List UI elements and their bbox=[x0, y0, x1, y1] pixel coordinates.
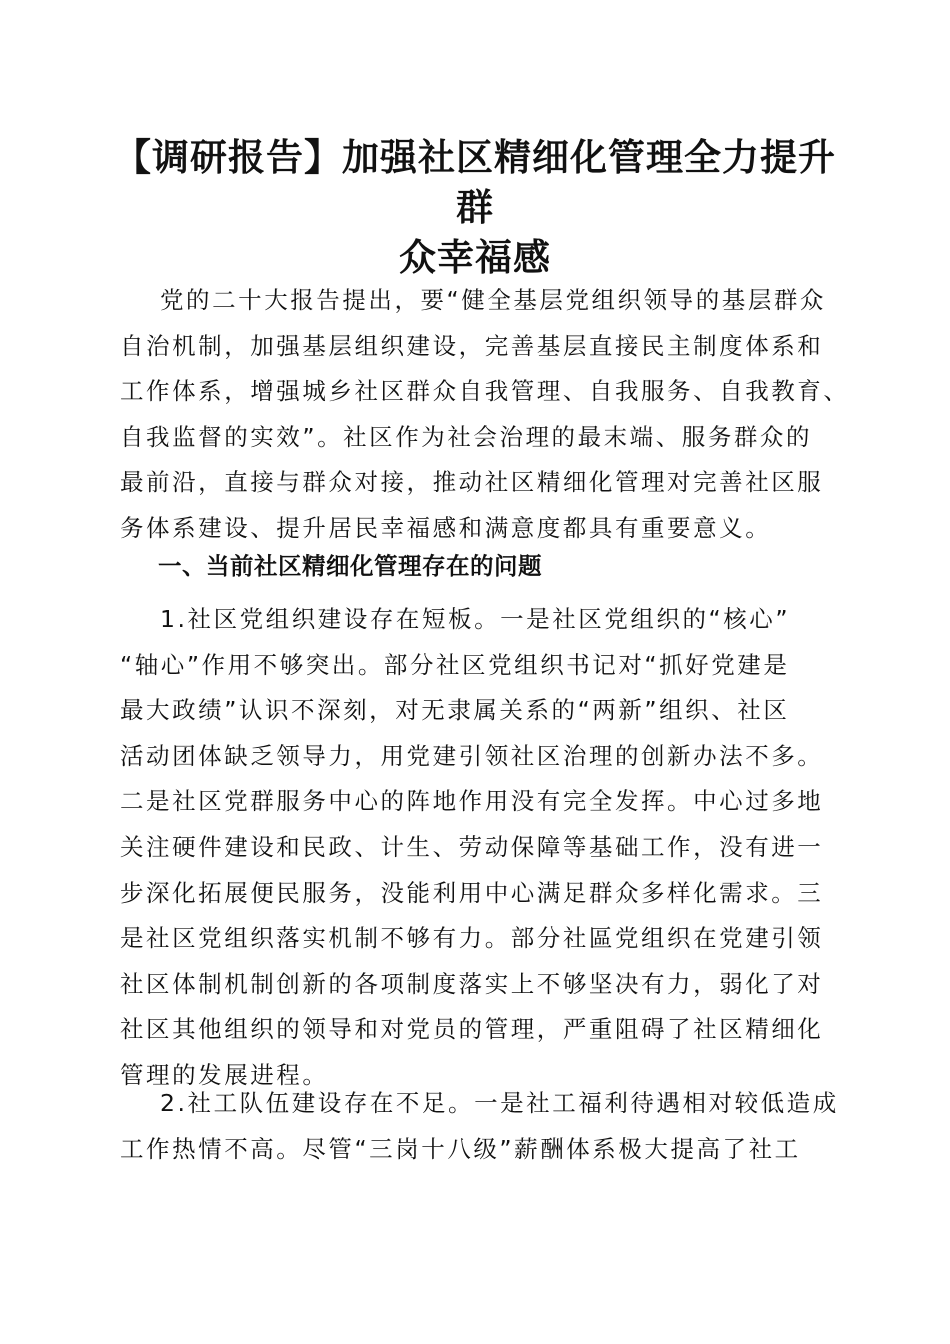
paragraph-line: 活动团体缺乏领导力，用党建引领社区治理的创新办法不多。 bbox=[120, 741, 824, 770]
paragraph-line: 最前沿，直接与群众对接，推动社区精细化管理对完善社区服 bbox=[120, 468, 824, 497]
paragraph-line: “轴心”作用不够突出。部分社区党组织书记对“抓好党建是 bbox=[120, 650, 790, 679]
section-heading: 一、当前社区精细化管理存在的问题 bbox=[158, 552, 542, 580]
paragraph-line: 管理的发展进程。 bbox=[120, 1060, 329, 1089]
paragraph-line: 最大政绩”认识不深刻，对无隶属关系的“两新”组织、社区 bbox=[120, 696, 790, 725]
paragraph-line: 2.社工队伍建设存在不足。一是社工福利待遇相对较低造成 bbox=[160, 1089, 839, 1117]
paragraph-line: 社区体制机制创新的各项制度落实上不够坚决有力，弱化了对 bbox=[120, 969, 824, 998]
title-line-2: 众幸福感 bbox=[399, 235, 551, 279]
problem-2-paragraph bbox=[120, 1081, 839, 1172]
paragraph-line: 是社区党组织落实机制不够有力。部分社區党组织在党建引领 bbox=[120, 924, 824, 953]
intro-paragraph bbox=[120, 278, 850, 552]
title-line-1: 【调研报告】加强社区精细化管理全力提升群 bbox=[114, 135, 836, 229]
paragraph-line: 党的二十大报告提出，要“健全基层党组织领导的基层群众 bbox=[160, 286, 826, 314]
paragraph-line: 务体系建设、提升居民幸福感和满意度都具有重要意义。 bbox=[120, 513, 772, 542]
paragraph-line: 关注硬件建设和民政、计生、劳动保障等基础工作，没有进一 bbox=[120, 832, 824, 861]
problem-1-paragraph bbox=[120, 597, 832, 1099]
paragraph-line: 工作热情不高。尽管“三岗十八级”薪酬体系极大提高了社工 bbox=[120, 1134, 801, 1163]
paragraph-line: 自治机制，加强基层组织建设，完善基层直接民主制度体系和 bbox=[120, 331, 824, 360]
paragraph-line: 工作体系，增强城乡社区群众自我管理、自我服务、自我教育、 bbox=[120, 377, 850, 406]
paragraph-line: 步深化拓展便民服务，没能利用中心满足群众多样化需求。三 bbox=[120, 878, 824, 907]
document-title bbox=[100, 132, 850, 282]
paragraph-line: 1.社区党组织建设存在短板。一是社区党组织的“核心” bbox=[160, 605, 791, 633]
paragraph-line: 社区其他组织的领导和对党员的管理，严重阻碍了社区精细化 bbox=[120, 1015, 824, 1044]
paragraph-line: 自我监督的实效”。社区作为社会治理的最末端、服务群众的 bbox=[120, 422, 813, 451]
paragraph-line: 二是社区党群服务中心的阵地作用没有完全发挥。中心过多地 bbox=[120, 787, 824, 816]
